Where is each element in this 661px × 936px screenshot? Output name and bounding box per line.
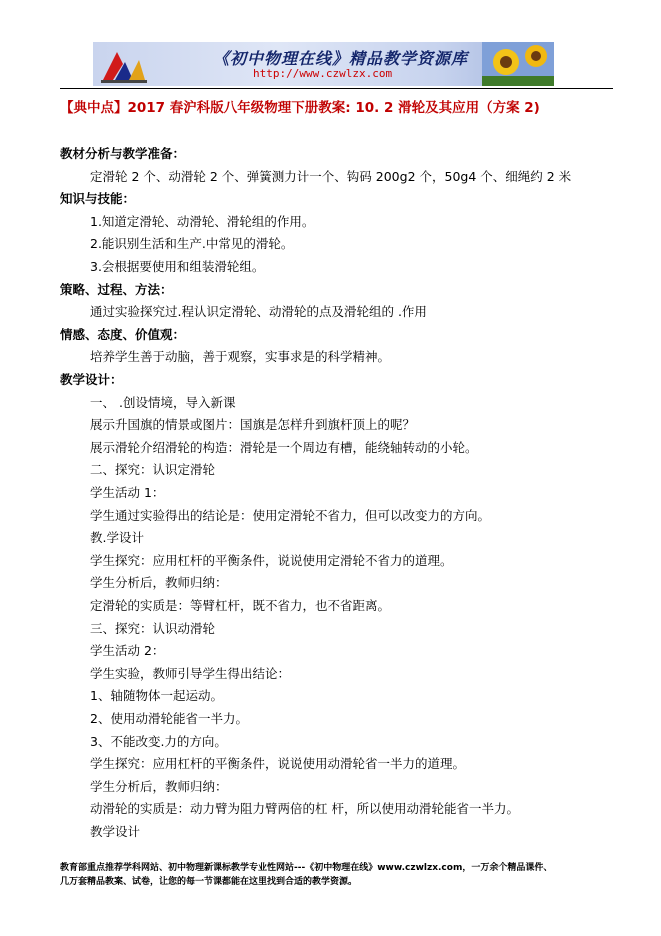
body-text-line: 1.知道定滑轮、动滑轮、滑轮组的作用。 [90,213,315,229]
footer-line: 几万套精品教案、试卷，让您的每一节课都能在这里找到合适的教学资源。 [60,877,358,887]
body-text-line: 培养学生善于动脑，善于观察，实事求是的科学精神。 [90,349,391,365]
document-title: 【典中点】2017 春沪科版八年级物理下册教案: 10. 2 滑轮及其应用（方案 2) [60,100,540,116]
banner-url[interactable]: http://www.czwlzx.com [253,67,393,80]
body-text-line: 动滑轮的实质是：动力臂为阻力臂两倍的杠 杆，所以使用动滑轮能省一半力。 [90,801,519,817]
body-text-line: 展示滑轮介绍滑轮的构造：滑轮是一个周边有槽，能绕轴转动的小轮。 [90,439,478,455]
section-heading: 教材分析与教学准备： [60,146,186,161]
body-text-line: 教.学设计 [90,530,144,546]
header-banner [93,42,554,86]
body-text-line: 学生实验，教师引导学生得出结论： [90,665,291,681]
site-logo-icon [99,46,149,84]
body-text-line: 一、 .创设情境，导入新课 [90,394,236,410]
body-text-line: 1、轴随物体一起运动。 [90,688,223,704]
body-text-line: 定滑轮 2 个、动滑轮 2 个、弹簧测力计一个、钩码 200g2 个，50g4 个、细绳约 2 米 [90,168,572,184]
page-footer [60,861,620,889]
footer-line: 教育部重点推荐学科网站、初中物理新课标教学专业性网站---《初中物理在线》www.czwlzx.com，一万余个精品课件、 [60,863,553,873]
body-text-line: 三、探究：认识动滑轮 [90,620,216,636]
body-text-line: 3.会根据要使用和组装滑轮组。 [90,259,265,274]
body-text-line: 二、探究：认识定滑轮 [90,462,216,478]
body-text-line: 3、不能改变.力的方向。 [90,733,227,749]
body-text-line: 学生分析后，教师归纳： [90,575,228,591]
header-divider [60,88,613,89]
body-text-line: 2、使用动滑轮能省一半力。 [90,711,248,726]
body-text-line: 展示升国旗的情景或图片：国旗是怎样升到旗杆顶上的呢？ [90,417,416,433]
body-text-line: 学生探究：应用杠杆的平衡条件，说说使用定滑轮不省力的道理。 [90,552,453,568]
body-text-line: 定滑轮的实质是：等臂杠杆，既不省力，也不省距离。 [90,598,391,613]
body-text-line: 学生通过实验得出的结论是：使用定滑轮不省力，但可以改变力的方向。 [90,507,491,523]
body-text-line: 学生活动 2： [90,643,165,659]
body-text-line: 学生活动 1： [90,485,165,500]
body-text-line: 2.能识别生活和生产.中常见的滑轮。 [90,236,294,252]
banner-title: 《初中物理在线》精品教学资源库 [213,49,469,68]
section-heading: 策略、过程、方法： [60,281,173,297]
body-text-line: 教学设计 [90,824,141,839]
section-heading: 知识与技能： [60,191,136,207]
section-heading: 教学设计： [60,372,123,387]
sunflower-icon [482,42,554,86]
section-heading: 情感、态度、价值观： [60,326,186,342]
body-text-line: 学生探究：应用杠杆的平衡条件，说说使用动滑轮省一半力的道理。 [90,756,466,772]
body-text-line: 学生分析后，教师归纳： [90,778,228,794]
body-text-line: 通过实验探究过.程认识定滑轮、动滑轮的点及滑轮组的 .作用 [90,304,427,320]
